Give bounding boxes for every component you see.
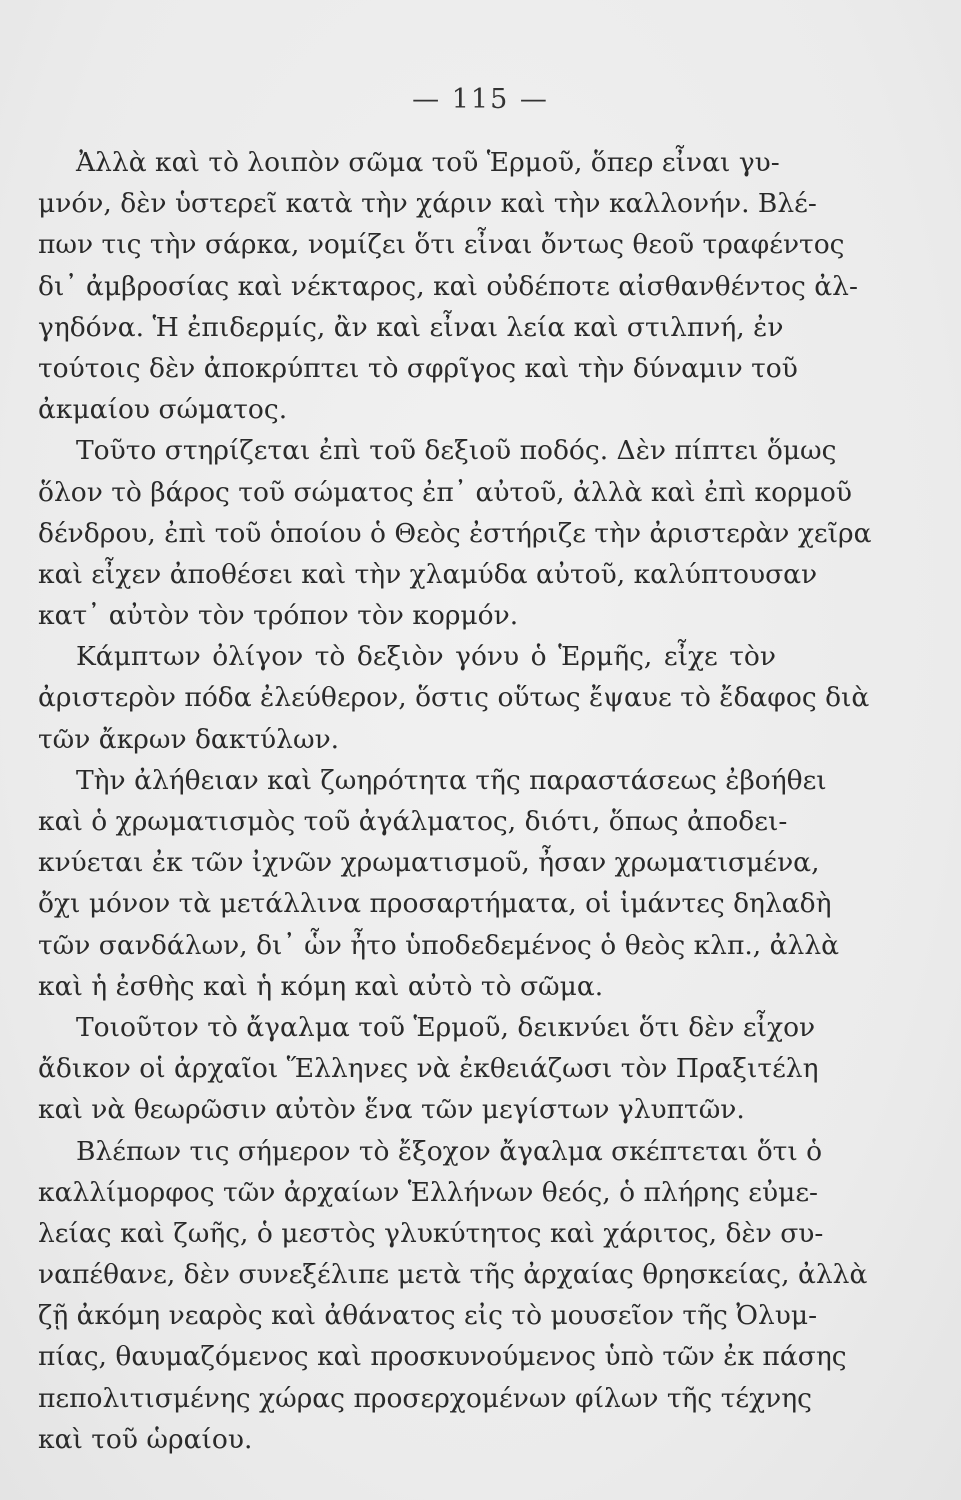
text-line: δένδρου, ἐπὶ τοῦ ὁποίου ὁ Θεὸς ἐστήριζε τὴν ἀριστερὰν χεῖρα [38, 517, 872, 549]
text-line: καὶ νὰ θεωρῶσιν αὐτὸν ἕνα τῶν μεγίστων γλυπτῶν. [38, 1094, 745, 1126]
text-line: λείας καὶ ζωῆς, ὁ μεστὸς γλυκύτητος καὶ χάριτος, δὲν συ- [38, 1217, 824, 1249]
text-line: πων τις τὴν σάρκα, νομίζει ὅτι εἶναι ὄντως θεοῦ τραφέντος [38, 229, 845, 261]
text-line: καὶ τοῦ ὡραίου. [38, 1423, 253, 1455]
text-line: μνόν, δὲν ὑστερεῖ κατὰ τὴν χάριν καὶ τὴν καλλονήν. Βλέ- [38, 188, 817, 220]
text-line: τῶν ἄκρων δακτύλων. [38, 723, 340, 755]
text-line: καὶ ὁ χρωματισμὸς τοῦ ἀγάλματος, διότι, ὅπως ἀποδει- [38, 806, 788, 837]
text-line: ζῇ ἀκόμη νεαρὸς καὶ ἀθάνατος εἰς τὸ μουσεῖον τῆς Ὀλυμ- [38, 1300, 818, 1332]
text-line: δι᾽ ἀμβροσίας καὶ νέκταρος, καὶ οὐδέποτε αἰσθανθέντος ἀλ- [38, 270, 858, 302]
text-line: Βλέπων τις σήμερον τὸ ἔξοχον ἄγαλμα σκέπτεται ὅτι ὁ [76, 1135, 823, 1167]
text-line: καὶ εἶχεν ἀποθέσει καὶ τὴν χλαμύδα αὐτοῦ, καλύπτουσαν [38, 558, 818, 590]
text-line: κνύεται ἐκ τῶν ἰχνῶν χρωματισμοῦ, ἦσαν χρωματισμένα, [38, 847, 820, 879]
text-line: πίας, θαυμαζόμενος καὶ προσκυνούμενος ὑπὸ τῶν ἐκ πάσης [38, 1341, 847, 1373]
text-line: ὄχι μόνον τὰ μετάλλινα προσαρτήματα, οἱ ἱμάντες δηλαδὴ [38, 888, 832, 920]
text-line: καλλίμορφος τῶν ἀρχαίων Ἑλλήνων θεός, ὁ πλήρης εὐμε- [38, 1176, 819, 1208]
text-line: ἀκμαίου σώματος. [38, 394, 288, 426]
text-line: γηδόνα. Ἡ ἐπιδερμίς, ἂν καὶ εἶναι λεία καὶ στιλπνή, ἐν [38, 311, 784, 343]
text-line: ἄδικον οἱ ἀρχαῖοι Ἕλληνες νὰ ἐκθειάζωσι τὸν Πραξιτέλη [38, 1053, 819, 1085]
text-line: Τοῦτο στηρίζεται ἐπὶ τοῦ δεξιοῦ ποδός. Δὲν πίπτει ὅμως [76, 435, 837, 467]
text-line: τῶν σανδάλων, δι᾽ ὧν ἦτο ὑποδεδεμένος ὁ θεὸς κλπ., ἀλλὰ [38, 929, 840, 961]
text-line: Ἀλλὰ καὶ τὸ λοιπὸν σῶμα τοῦ Ἑρμοῦ, ὅπερ εἶναι γυ- [76, 147, 780, 178]
text-line: ναπέθανε, δὲν συνεξέλιπε μετὰ τῆς ἀρχαίας θρησκείας, ἀλλὰ [38, 1259, 868, 1291]
body-text [38, 142, 872, 1460]
text-line: ἀριστερὸν πόδα ἐλεύθερον, ὅστις οὕτως ἔψαυε τὸ ἔδαφος διὰ [38, 682, 870, 714]
text-line: καὶ ἡ ἐσθὴς καὶ ἡ κόμη καὶ αὐτὸ τὸ σῶμα. [38, 970, 604, 1002]
text-line: πεπολιτισμένης χώρας προσερχομένων φίλων τῆς τέχνης [38, 1382, 812, 1414]
text-line: Κάμπτων ὀλίγον τὸ δεξιὸν γόνυ ὁ Ἑρμῆς, εἶχε τὸν [76, 641, 776, 673]
text-line: Τὴν ἀλήθειαν καὶ ζωηρότητα τῆς παραστάσεως ἐβοήθει [76, 764, 827, 796]
text-line: Τοιοῦτον τὸ ἄγαλμα τοῦ Ἑρμοῦ, δεικνύει ὅτι δὲν εἶχον [76, 1011, 816, 1043]
page-number: — 115 — [412, 84, 549, 115]
text-line: τούτοις δὲν ἀποκρύπτει τὸ σφρῖγος καὶ τὴν δύναμιν τοῦ [38, 352, 798, 384]
text-line: ὅλον τὸ βάρος τοῦ σώματος ἐπ᾽ αὐτοῦ, ἀλλὰ καὶ ἐπὶ κορμοῦ [38, 476, 852, 508]
text-line: κατ᾽ αὐτὸν τὸν τρόπον τὸν κορμόν. [38, 600, 519, 632]
